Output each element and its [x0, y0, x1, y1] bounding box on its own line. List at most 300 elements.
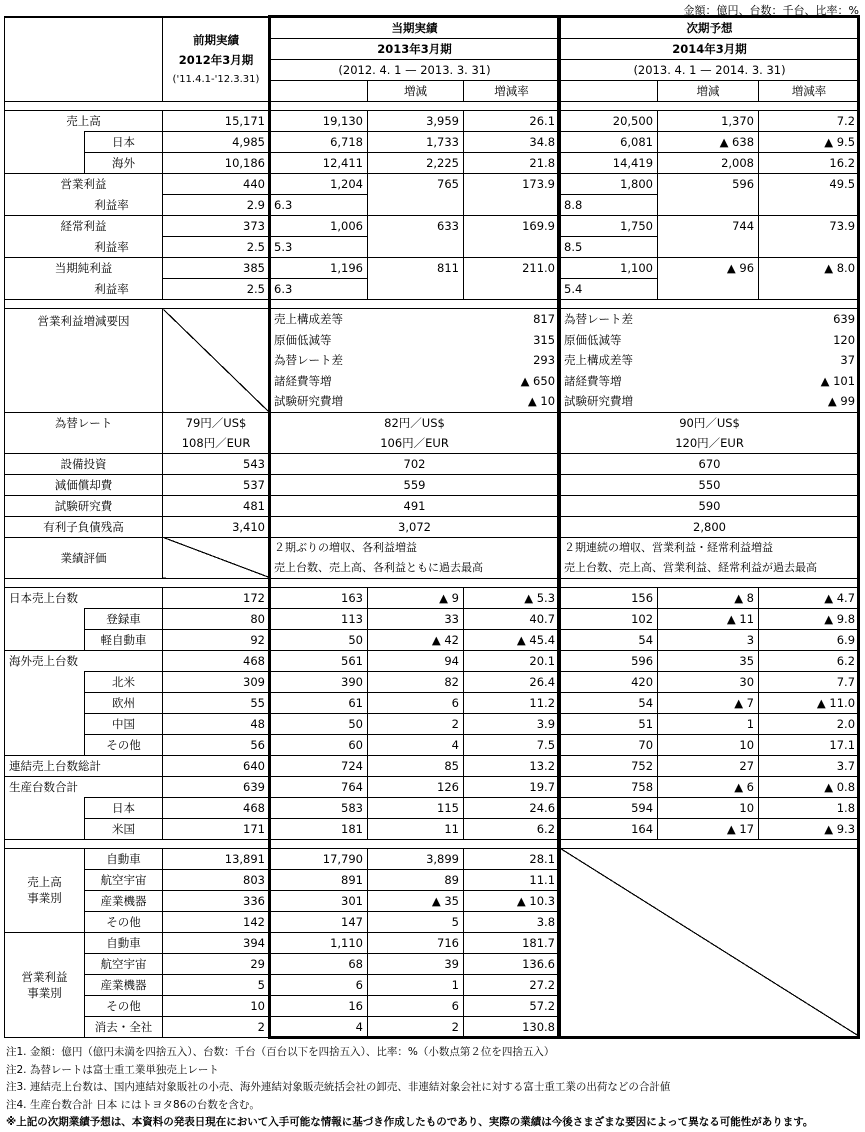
cell: 2.0: [759, 713, 860, 734]
note-1: 注1. 金額：億円（億円未満を四捨五入）、台数：千台（百台以下を四捨五入）、比率：%（小数点第２位を四捨五入）: [6, 1046, 555, 1058]
factor-value: 315: [533, 332, 556, 347]
factor-label: 諸経費等増: [564, 373, 622, 388]
cell: 80: [163, 608, 270, 629]
table-row: [5, 495, 860, 516]
cell: 142: [163, 911, 270, 932]
eval-next-line2: 売上台数、売上高、営業利益、経常利益が過去最高: [564, 560, 818, 574]
header-curr-title: 当期実績: [270, 17, 560, 39]
factor-item: [564, 309, 855, 330]
cell: 1,100: [560, 258, 658, 279]
cell: 73.9: [759, 216, 860, 258]
cell: 4: [270, 1016, 368, 1037]
cell: 172: [163, 587, 270, 608]
factor-value: ▲ 10: [527, 394, 556, 408]
cell: 2: [368, 713, 464, 734]
cell: 48: [163, 713, 270, 734]
factor-label: 為替レート差: [274, 353, 343, 367]
cell: 6: [368, 995, 464, 1016]
cell: 6.3: [270, 195, 368, 216]
row-label: その他: [85, 734, 163, 755]
cell: 6,081: [560, 132, 658, 153]
cell: 2,225: [368, 153, 464, 174]
cell: 12,411: [270, 153, 368, 174]
cell: 70: [560, 734, 658, 755]
cell: 50: [270, 629, 368, 650]
row-label: 試験研究費: [5, 495, 163, 516]
cell: 10,186: [163, 153, 270, 174]
cell: ▲ 6: [658, 776, 759, 797]
cell: ▲ 9: [368, 587, 464, 608]
cell: 16.2: [759, 153, 860, 174]
cell: 54: [560, 629, 658, 650]
segment-label-line2: 事業別: [27, 891, 62, 905]
row-label: 軽自動車: [85, 629, 163, 650]
row-label: 営業利益増減要因: [5, 309, 163, 413]
cell: 3.9: [464, 713, 560, 734]
cell: 82: [368, 671, 464, 692]
cell: 764: [270, 776, 368, 797]
table-row: [5, 797, 860, 818]
cell: 89: [368, 869, 464, 890]
header-prev: [163, 17, 270, 102]
cell: 85: [368, 755, 464, 776]
cell: 126: [368, 776, 464, 797]
fx-next-usd: 90円／US$: [679, 415, 740, 430]
cell: 2,008: [658, 153, 759, 174]
cell: 40.7: [464, 608, 560, 629]
header-next-title: 次期予想: [560, 17, 860, 39]
eval-next: [560, 537, 860, 578]
indent: [5, 132, 85, 174]
row-label: 航空宇宙: [85, 869, 163, 890]
cell: 102: [560, 608, 658, 629]
factor-value: ▲ 650: [520, 373, 556, 388]
table-row: [5, 258, 860, 279]
cell: 765: [368, 174, 464, 216]
header-prev-range: ('11.4.1-'12.3.31): [172, 73, 260, 85]
spacer: [5, 578, 860, 587]
cell: ▲ 11.0: [759, 692, 860, 713]
header-curr-period: 2013年3月期: [270, 39, 560, 60]
row-label: 自動車: [85, 848, 163, 869]
cell: 61: [270, 692, 368, 713]
cell: 181.7: [464, 932, 560, 953]
factor-value: 120: [833, 332, 856, 347]
header-prev-period: 2012年3月期: [178, 52, 254, 67]
row-label: 利益率: [5, 279, 163, 300]
cell: ▲ 96: [658, 258, 759, 300]
fx-prev-usd: 79円／US$: [185, 415, 247, 430]
cell: 3,410: [163, 516, 270, 537]
cell: 19,130: [270, 111, 368, 132]
cell: 60: [270, 734, 368, 755]
cell: 1,750: [560, 216, 658, 237]
cell: 583: [270, 797, 368, 818]
cell: 54: [560, 692, 658, 713]
table-row: [5, 713, 860, 734]
table-row: [5, 516, 860, 537]
cell: 537: [163, 474, 270, 495]
spacer: [5, 102, 860, 111]
table-row: [5, 608, 860, 629]
cell: 7.7: [759, 671, 860, 692]
cell: ▲ 0.8: [759, 776, 860, 797]
cell: 29: [163, 953, 270, 974]
cell: 1,370: [658, 111, 759, 132]
cell: 30: [658, 671, 759, 692]
row-label: 登録車: [85, 608, 163, 629]
cell: 561: [270, 650, 368, 671]
cell: ▲ 638: [658, 132, 759, 153]
factors-next: [560, 309, 860, 413]
cell: 56: [163, 734, 270, 755]
cell: 6: [270, 974, 368, 995]
factor-value: 817: [533, 312, 556, 326]
cell: 11: [368, 818, 464, 839]
row-label: 減価償却費: [5, 474, 163, 495]
cell: 6.2: [464, 818, 560, 839]
cell: 10: [658, 797, 759, 818]
cell: 1,204: [270, 174, 368, 195]
cell: 2,800: [560, 516, 860, 537]
indent: [5, 608, 85, 629]
cell: 633: [368, 216, 464, 258]
cell: 1,733: [368, 132, 464, 153]
factor-label: 売上構成差等: [274, 312, 343, 326]
fx-next: [560, 412, 860, 453]
row-label: 海外売上台数: [5, 650, 163, 671]
cell: 13.2: [464, 755, 560, 776]
table-row: [5, 734, 860, 755]
cell: 301: [270, 890, 368, 911]
cell: ▲ 9.8: [759, 608, 860, 629]
fx-prev: [163, 412, 270, 453]
table-row: [5, 755, 860, 776]
segment-label-line1: 売上高: [27, 875, 62, 889]
cell: 4,985: [163, 132, 270, 153]
indent: [5, 797, 85, 818]
eval-next-line1: ２期連続の増収、営業利益・経常利益増益: [564, 540, 774, 554]
row-label: 有利子負債残高: [5, 516, 163, 537]
factor-label: 試験研究費増: [274, 394, 343, 408]
cell: 171: [163, 818, 270, 839]
cell: 130.8: [464, 1016, 560, 1037]
cell: 8.5: [560, 237, 658, 258]
indent: [5, 734, 85, 755]
cell: 640: [163, 755, 270, 776]
header-next-blank: [560, 81, 658, 102]
unit-note: 金額：億円、台数：千台、比率：%: [683, 4, 859, 17]
fx-next-eur: 120円／EUR: [675, 435, 744, 450]
table-row: [5, 776, 860, 797]
row-label: 生産台数合計: [5, 776, 163, 797]
segment-label: [5, 932, 85, 1037]
cell: 147: [270, 911, 368, 932]
factor-value: ▲ 99: [827, 394, 856, 408]
cell: 4: [368, 734, 464, 755]
cell: ▲ 7: [658, 692, 759, 713]
cell: ▲ 45.4: [464, 629, 560, 650]
eval-curr-line2: 売上台数、売上高、各利益ともに過去最高: [274, 560, 483, 574]
cell: 3,899: [368, 848, 464, 869]
cell: 5.3: [270, 237, 368, 258]
cell: 21.8: [464, 153, 560, 174]
row-label: 当期純利益: [5, 258, 163, 279]
table-row: [5, 818, 860, 839]
header-curr-range: (2012. 4. 1 — 2013. 3. 31): [270, 60, 560, 81]
cell: 559: [270, 474, 560, 495]
segment-label-line2: 事業別: [27, 985, 62, 1000]
diagonal-cell: [163, 537, 270, 578]
cell: 7.2: [759, 111, 860, 132]
factor-item: [274, 371, 555, 392]
notes: [6, 1044, 813, 1132]
table-row: [5, 629, 860, 650]
segment-body: [5, 848, 860, 1037]
table-row: [5, 153, 860, 174]
cell: 3.8: [464, 911, 560, 932]
cell: 27.2: [464, 974, 560, 995]
factors-row: [5, 309, 860, 413]
cell: ▲ 5.3: [464, 587, 560, 608]
factor-value: 639: [833, 312, 856, 326]
cell: 891: [270, 869, 368, 890]
row-label: 日本: [85, 132, 163, 153]
cell: 385: [163, 258, 270, 279]
cell: 2: [368, 1016, 464, 1037]
cell: 1,006: [270, 216, 368, 237]
cell: 19.7: [464, 776, 560, 797]
cell: 26.4: [464, 671, 560, 692]
cell: 811: [368, 258, 464, 300]
row-label: 航空宇宙: [85, 953, 163, 974]
header-curr-rate: 増減率: [464, 81, 560, 102]
cell: 550: [560, 474, 860, 495]
header-blank: [5, 17, 163, 102]
cell: 55: [163, 692, 270, 713]
row-label: 米国: [85, 818, 163, 839]
cell: 2.5: [163, 279, 270, 300]
cell: 7.5: [464, 734, 560, 755]
factor-item: [564, 371, 855, 392]
cell: 169.9: [464, 216, 560, 258]
cell: ▲ 8: [658, 587, 759, 608]
cell: 17,790: [270, 848, 368, 869]
cell: 6.2: [759, 650, 860, 671]
cell: 35: [658, 650, 759, 671]
header-next-range: (2013. 4. 1 — 2014. 3. 31): [560, 60, 860, 81]
indent: [5, 692, 85, 713]
factor-item: [274, 330, 555, 351]
header-next-rate: 増減率: [759, 81, 860, 102]
cell: 15,171: [163, 111, 270, 132]
cell: 1: [368, 974, 464, 995]
cell: 1,196: [270, 258, 368, 279]
cell: 16: [270, 995, 368, 1016]
header-next-change: 増減: [658, 81, 759, 102]
cell: 752: [560, 755, 658, 776]
cell: 68: [270, 953, 368, 974]
cell: 3.7: [759, 755, 860, 776]
factor-item: [274, 309, 555, 330]
cell: 3,959: [368, 111, 464, 132]
factor-label: 試験研究費増: [564, 394, 634, 408]
cell: 2.5: [163, 237, 270, 258]
row-label: 設備投資: [5, 453, 163, 474]
diagonal-cell: [163, 309, 270, 413]
cell: 20,500: [560, 111, 658, 132]
cell: 20.1: [464, 650, 560, 671]
row-label: 売上高: [5, 111, 163, 132]
factor-value: ▲ 101: [820, 373, 856, 388]
factor-item: [274, 391, 555, 412]
table-row: [5, 650, 860, 671]
table-row: [5, 692, 860, 713]
row-label: 北米: [85, 671, 163, 692]
row-label: 利益率: [5, 195, 163, 216]
cell: 2.9: [163, 195, 270, 216]
units-body: [5, 587, 860, 839]
table-row: [5, 111, 860, 132]
cell: 49.5: [759, 174, 860, 216]
cell: 394: [163, 932, 270, 953]
cell: 1: [658, 713, 759, 734]
factors-curr: [270, 309, 560, 413]
cell: 596: [658, 174, 759, 216]
cell: ▲ 17: [658, 818, 759, 839]
cell: 309: [163, 671, 270, 692]
cell: 113: [270, 608, 368, 629]
row-label: 産業機器: [85, 974, 163, 995]
cell: 594: [560, 797, 658, 818]
cell: 27: [658, 755, 759, 776]
factor-item: [564, 391, 855, 412]
cell: 3: [658, 629, 759, 650]
cell: 440: [163, 174, 270, 195]
cell: 716: [368, 932, 464, 953]
cell: 803: [163, 869, 270, 890]
cell: 1,110: [270, 932, 368, 953]
note-3: 注3. 連結売上台数は、国内連結対象販社の小売、海外連結対象販売統括会社の卸売、非連結対象会社に対する富士重工業の出荷などの合計値: [6, 1081, 671, 1093]
cell: 336: [163, 890, 270, 911]
cell: ▲ 42: [368, 629, 464, 650]
cell: 164: [560, 818, 658, 839]
cell: ▲ 8.0: [759, 258, 860, 300]
table-row: [5, 587, 860, 608]
header-curr-change: 増減: [368, 81, 464, 102]
cell: 163: [270, 587, 368, 608]
factor-label: 原価低減等: [564, 332, 622, 347]
row-label: 為替レート: [5, 412, 163, 453]
cell: 6,718: [270, 132, 368, 153]
cell: 136.6: [464, 953, 560, 974]
cell: 39: [368, 953, 464, 974]
cell: 5: [368, 911, 464, 932]
table-row: [5, 132, 860, 153]
cell: 10: [163, 995, 270, 1016]
factor-item: [274, 350, 555, 371]
row-label: 日本売上台数: [5, 587, 163, 608]
cell: 1.8: [759, 797, 860, 818]
note-2: 注2. 為替レートは富士重工業単独売上レート: [6, 1063, 219, 1076]
row-label: 営業利益: [5, 174, 163, 195]
header-prev-title: 前期実績: [193, 32, 239, 47]
diagonal-cell: [560, 848, 860, 1037]
table-row: [5, 671, 860, 692]
cell: ▲ 4.7: [759, 587, 860, 608]
row-label: 産業機器: [85, 890, 163, 911]
cell: 14,419: [560, 153, 658, 174]
cell: 5.4: [560, 279, 658, 300]
row-label: 海外: [85, 153, 163, 174]
cell: 6: [368, 692, 464, 713]
cell: 24.6: [464, 797, 560, 818]
cell: 92: [163, 629, 270, 650]
cell: 3,072: [270, 516, 560, 537]
cell: 543: [163, 453, 270, 474]
cell: 51: [560, 713, 658, 734]
factors-next-list: [564, 309, 855, 412]
indent: [5, 713, 85, 734]
table-row: [5, 216, 860, 237]
table-row: [5, 474, 860, 495]
indent: [5, 818, 85, 839]
row-label: 業績評価: [5, 537, 163, 578]
cell: 590: [560, 495, 860, 516]
cell: 57.2: [464, 995, 560, 1016]
header-curr-blank: [270, 81, 368, 102]
cell: 702: [270, 453, 560, 474]
cell: 94: [368, 650, 464, 671]
cell: 758: [560, 776, 658, 797]
cell: 11.1: [464, 869, 560, 890]
factors-curr-list: [274, 309, 555, 412]
indent: [5, 671, 85, 692]
table-row: [5, 174, 860, 195]
cell: 670: [560, 453, 860, 474]
eval-row: [5, 537, 860, 578]
eval-curr: [270, 537, 560, 578]
cell: 468: [163, 797, 270, 818]
cell: ▲ 35: [368, 890, 464, 911]
cell: 639: [163, 776, 270, 797]
header-next-period: 2014年3月期: [560, 39, 860, 60]
cell: 481: [163, 495, 270, 516]
cell: 491: [270, 495, 560, 516]
row-label: その他: [85, 911, 163, 932]
cell: ▲ 9.3: [759, 818, 860, 839]
results-table: [4, 16, 860, 1038]
table-row: [5, 453, 860, 474]
cell: 181: [270, 818, 368, 839]
cell: 26.1: [464, 111, 560, 132]
factor-label: 売上構成差等: [564, 353, 634, 367]
row-label: 経常利益: [5, 216, 163, 237]
factor-label: 為替レート差: [564, 312, 634, 326]
fx-curr-usd: 82円／US$: [384, 415, 445, 430]
cell: 11.2: [464, 692, 560, 713]
spacer: [5, 839, 860, 848]
cell: 5: [163, 974, 270, 995]
fx-curr: [270, 412, 560, 453]
segment-label-line1: 営業利益: [21, 969, 68, 984]
cell: 596: [560, 650, 658, 671]
row-label: 自動車: [85, 932, 163, 953]
cell: ▲ 11: [658, 608, 759, 629]
cell: 6.3: [270, 279, 368, 300]
cell: 13,891: [163, 848, 270, 869]
cell: 420: [560, 671, 658, 692]
